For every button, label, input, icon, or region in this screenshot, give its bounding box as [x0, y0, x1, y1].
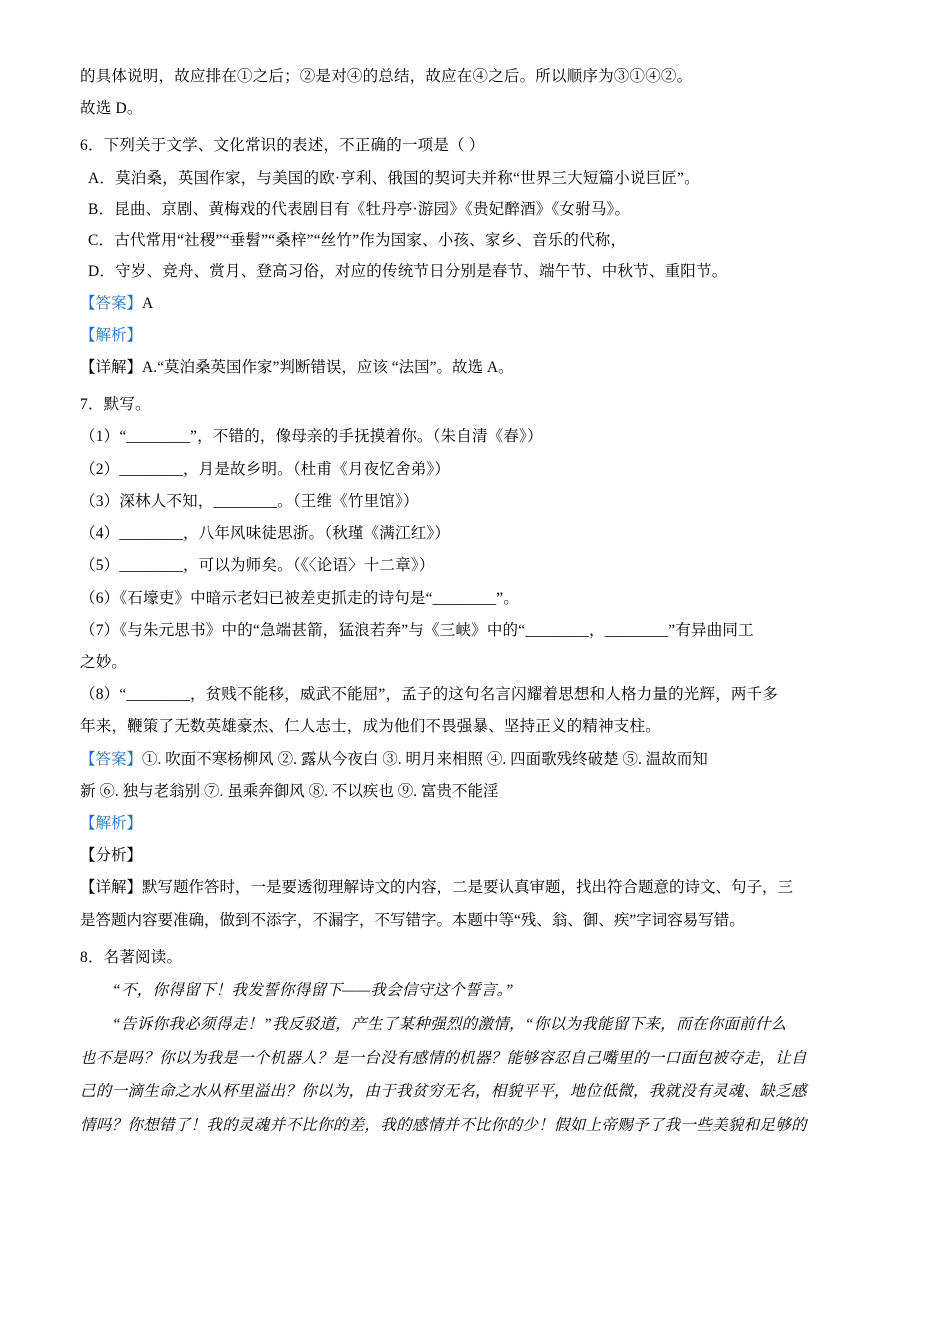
question-6-option-b — [80, 195, 872, 225]
question-7-fenxi-tag: 【分析】 — [80, 847, 143, 865]
question-6-option-d — [80, 257, 872, 287]
question-6-analysis-tag — [80, 321, 872, 351]
option-c-text: 古代常用“社稷”“垂髫”“桑梓”“丝竹”作为国家、小孩、家乡、音乐的代称， — [114, 232, 627, 250]
question-7-item-4: （4）________，八年风味徒思浙。（秋瑾《满江红》） — [80, 525, 451, 543]
question-8-block — [80, 943, 872, 1142]
question-7-item-3: （3）深林人不知，________。（王维《竹里馆》） — [80, 492, 419, 510]
question-6-answer — [80, 289, 872, 319]
top-paragraph — [80, 62, 872, 124]
question-7-item-8: （8）“________，贫贱不能移，威武不能屈”，孟子的这句名言闪耀着思想和人格力量的光辉，两千多 — [80, 686, 779, 704]
question-7-answer-line-2: 新 ⑥. 独与老翁别 ⑦. 虽乘奔御风 ⑧. 不以疾也 ⑨. 富贵不能淫 — [80, 782, 499, 800]
question-8-stem: 8．名著阅读。 — [80, 948, 183, 966]
option-d-letter: D． — [88, 263, 116, 281]
question-7-item-2: （2）________，月是故乡明。（杜甫《月夜忆舍弟》） — [80, 460, 451, 478]
question-7-analysis-tag — [80, 809, 872, 839]
question-7-item-8-cont: 年来，鞭策了无数英雄豪杰、仁人志士，成为他们不畏强暴、坚持正义的精神支柱。 — [80, 718, 661, 736]
analysis-tag: 【解析】 — [80, 326, 143, 344]
question-7-item-7: （7）《与朱元思书》中的“急端甚箭，猛浪若奔”与《三峡》中的“________，________”有异曲同工 — [80, 621, 754, 639]
top-paragraph-line-2: 故选 D。 — [80, 100, 143, 118]
question-8-quote: “不，你得留下！我发誓你得留下——我会信守这个誓言。” — [112, 982, 514, 1000]
question-6-stem: 6．下列关于文学、文化常识的表述，不正确的一项是（ ） — [80, 137, 485, 155]
question-7-item-6: （6）《石壕吏》中暗示老妇已被差吏抓走的诗句是“________”。 — [80, 589, 520, 607]
question-8-body-line-2: 也不是吗？你以为我是一个机器人？是一台没有感情的机器？能够容忍自己嘴里的一口面包被夺走，让自 — [80, 1049, 807, 1067]
option-b-text: 昆曲、京剧、黄梅戏的代表剧目有《牡丹亭·游园》《贵妃醉酒》《女驸马》。 — [114, 200, 631, 218]
question-7-stem: 7．默写。 — [80, 396, 151, 414]
question-7-item-1: （1）“________”，不错的，像母亲的手抚摸着你。（朱自清《春》） — [80, 428, 543, 446]
question-7-detail-line-2: 是答题内容要准确，做到不添字，不漏字，不写错字。本题中等“残、翁、御、疾”字词容易写错。 — [80, 911, 745, 929]
question-7-block — [80, 390, 872, 936]
question-7-item-7-cont: 之妙。 — [80, 653, 128, 671]
analysis-tag: 【解析】 — [80, 815, 143, 833]
question-8-body-line-3: 己的一滴生命之水从杯里溢出？你以为，由于我贫穷无名，相貌平平，地位低微，我就没有灵魂、缺乏感 — [80, 1083, 807, 1101]
question-8-body-line-4: 情吗？你想错了！我的灵魂并不比你的差，我的感情并不比你的少！假如上帝赐予了我一些美貌和足够的 — [80, 1117, 807, 1135]
answer-value: A — [142, 294, 154, 312]
top-paragraph-line-1: 的具体说明，故应排在①之后；②是对④的总结，故应在④之后。所以顺序为③①④②。 — [80, 68, 693, 85]
question-6-detail: 【详解】A.“莫泊桑英国作家”判断错误，应该 “法国”。故选 A。 — [80, 358, 514, 376]
answer-value-line-1: ①. 吹面不寒杨柳风 ②. 露从今夜白 ③. 明月来相照 ④. 四面歌残终破楚 ⑤. 温故而知 — [142, 750, 708, 768]
question-6-option-a — [80, 164, 872, 194]
question-6-option-c — [80, 226, 872, 256]
option-b-letter: B． — [88, 200, 115, 218]
question-8-body-line-1: “告诉你我必须得走！”我反驳道，产生了某种强烈的激情，“你以为我能留下来，而在你面前什么 — [112, 1015, 787, 1033]
question-7-item-5: （5）________，可以为师矣。（《〈论语〉十二章》） — [80, 557, 435, 575]
answer-tag: 【答案】 — [80, 294, 143, 312]
answer-tag: 【答案】 — [80, 750, 143, 768]
option-d-text: 守岁、竞舟、赏月、登高习俗，对应的传统节日分别是春节、端午节、中秋节、重阳节。 — [115, 263, 728, 281]
question-6-block — [80, 131, 872, 383]
option-c-letter: C． — [88, 232, 115, 250]
option-a-text: 莫泊桑，英国作家，与美国的欧·亨利、俄国的契诃夫并称“世界三大短篇小说巨匠”。 — [115, 169, 700, 187]
option-a-letter: A． — [88, 169, 116, 187]
question-7-answer-line-1 — [80, 745, 872, 775]
question-7-detail-line-1: 【详解】默写题作答时，一是要透彻理解诗文的内容，二是要认真审题，找出符合题意的诗文、句子，三 — [80, 879, 794, 897]
